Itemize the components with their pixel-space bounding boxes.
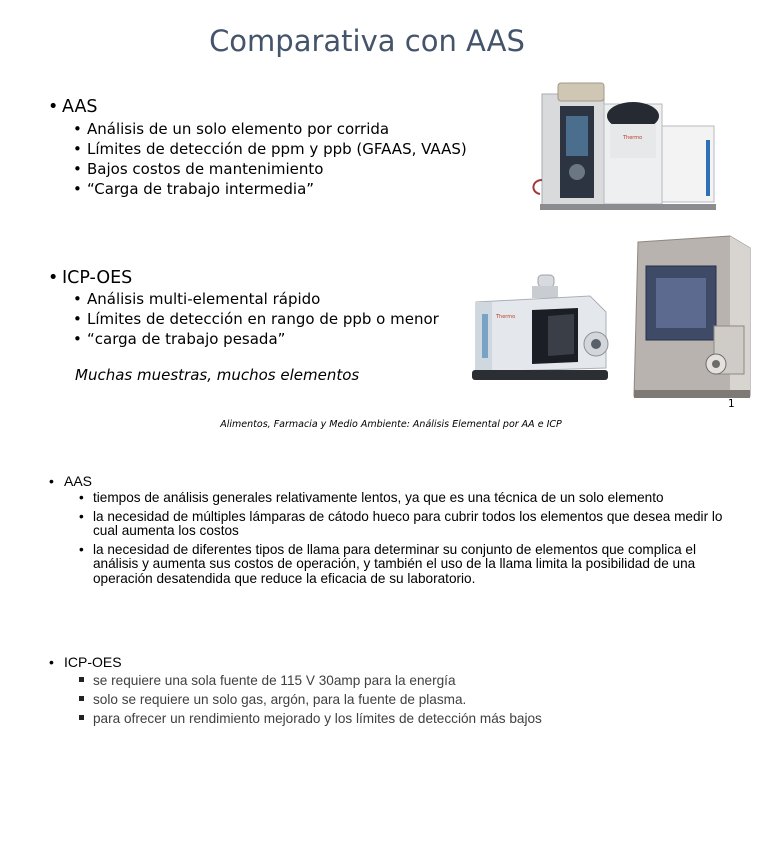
aas-instrument-image (530, 80, 720, 215)
notes-aas-heading: • AAS (64, 473, 92, 489)
aas-feature-item: • Bajos costos de mantenimiento (87, 159, 467, 179)
icp-heading: • ICP-OES (62, 268, 132, 288)
notes-icp-list (93, 671, 542, 728)
slide-footer: Alimentos, Farmacia y Medio Ambiente: Análisis Elemental por AA e ICP (220, 419, 562, 430)
notes-aas-item: • tiempos de análisis generales relativamente lentos, ya que es una técnica de un solo elemento (93, 491, 738, 506)
aas-feature-item: • “Carga de trabajo intermedia” (87, 179, 467, 199)
icp-cabinet-image (630, 234, 754, 402)
icp-feature-item: • Análisis multi-elemental rápido (87, 289, 439, 309)
notes-icp-item: solo se requiere un solo gas, argón, para la fuente de plasma. (93, 690, 542, 709)
notes-icp-item: para ofrecer un rendimiento mejorado y los límites de detección más bajos (93, 711, 542, 726)
slide-title: Comparativa con AAS (209, 24, 525, 58)
page-number: 1 (728, 398, 735, 410)
icp-feature-list (87, 289, 439, 349)
aas-feature-list (87, 119, 467, 199)
notes-aas-list (93, 491, 738, 591)
brand-logo: Thermo (496, 314, 516, 320)
quote-text: Muchas muestras, muchos elementos (75, 366, 360, 384)
notes-icp-item: se requiere una sola fuente de 115 V 30amp para la energía (93, 671, 542, 690)
aas-feature-item: • Límites de detección de ppm y ppb (GFAAS, VAAS) (87, 139, 467, 159)
aas-heading: • AAS (62, 97, 98, 117)
icp-feature-item: • “carga de trabajo pesada” (87, 329, 439, 349)
icp-instrument-image (470, 272, 615, 384)
notes-aas-item: • la necesidad de múltiples lámparas de cátodo hueco para cubrir todos los elementos que desea medir lo cual aumenta los costos (93, 510, 738, 539)
aas-feature-item: • Análisis de un solo elemento por corrida (87, 119, 467, 139)
notes-aas-item: • la necesidad de diferentes tipos de llama para determinar su conjunto de elementos que complica el análisis y aumenta sus costos de operación, y también el uso de la llama limita la posibilidad de una operación desatendida que reduce la eficacia de su laboratorio. (93, 543, 738, 587)
brand-logo: Thermo (623, 135, 643, 141)
notes-icp-heading: • ICP-OES (64, 654, 122, 670)
icp-feature-item: • Límites de detección en rango de ppb o menor (87, 309, 439, 329)
